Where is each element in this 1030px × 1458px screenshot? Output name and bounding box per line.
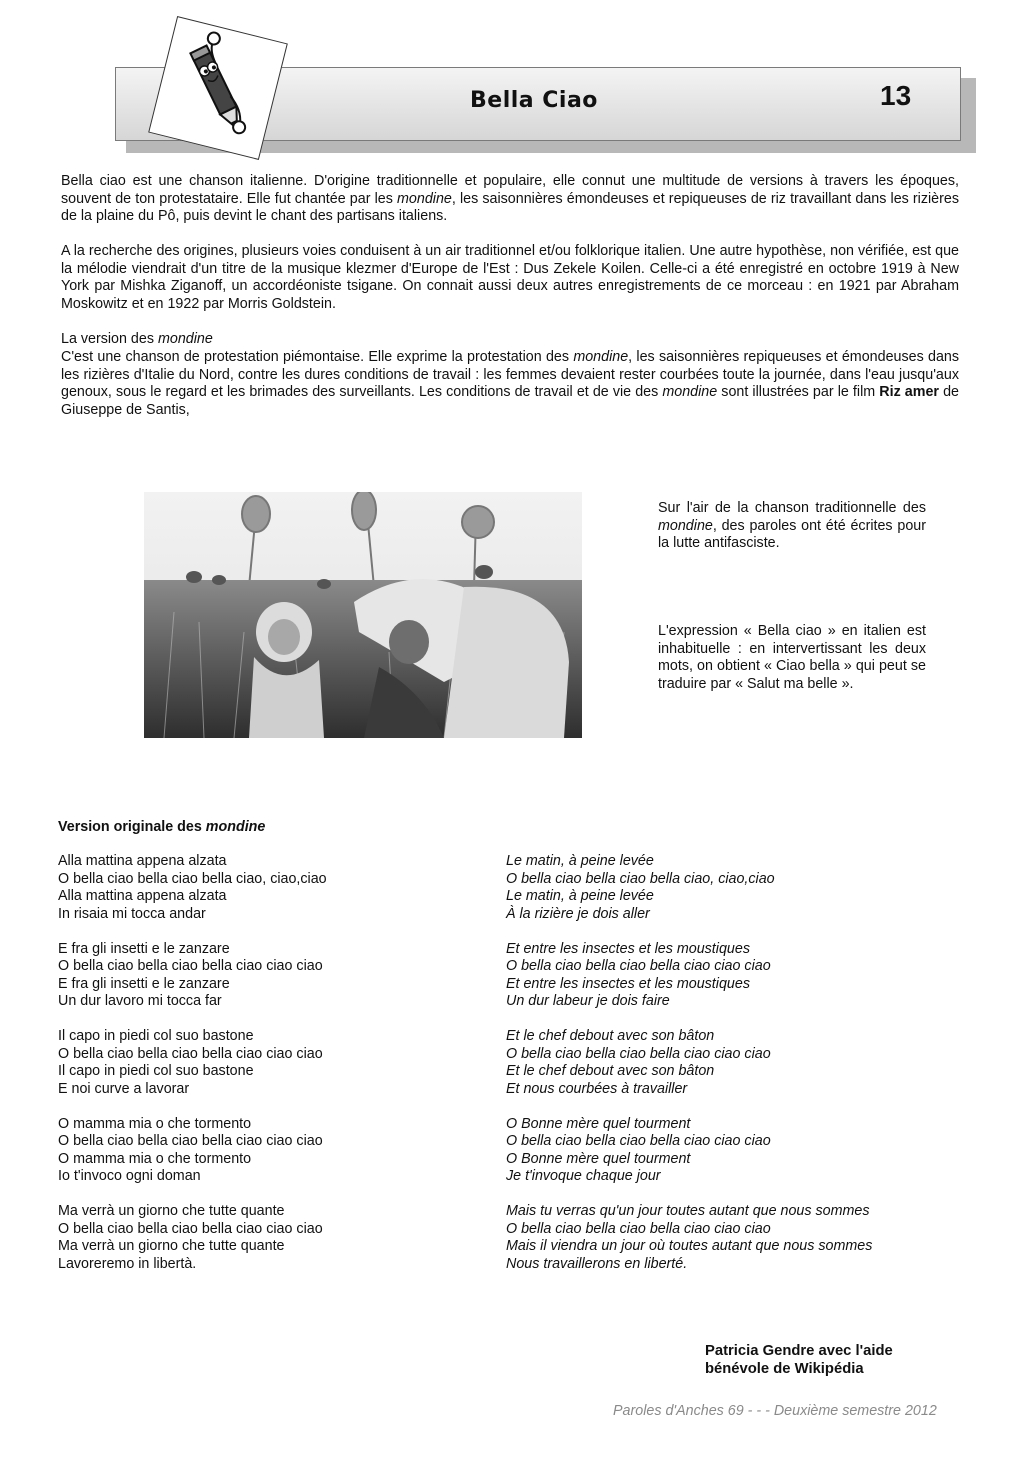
page-number: 13 — [880, 80, 912, 111]
lyric-line: Et entre les insectes et les moustiques — [506, 940, 750, 957]
lyric-line: Mais il viendra un jour où toutes autant que nous sommes — [506, 1238, 873, 1254]
lyric-line: Il capo in piedi col suo bastone — [58, 1028, 254, 1044]
lyric-line: Ma verrà un giorno che tutte quante — [58, 1203, 285, 1219]
lyric-line: O bella ciao bella ciao bella ciao ciao ciao — [58, 1133, 323, 1149]
lyric-line: O Bonne mère quel tourment — [506, 1150, 691, 1167]
page-title: Bella Ciao — [470, 88, 598, 113]
lyric-line: Io t'invoco ogni doman — [58, 1168, 201, 1184]
french-lyrics-column — [506, 853, 872, 1291]
lyric-line: In risaia mi tocca andar — [58, 905, 206, 922]
lyric-line: À la rizière je dois aller — [506, 905, 650, 922]
signature-line-2: bénévole de Wikipédia — [705, 1361, 864, 1377]
italian-lyrics-column — [58, 853, 327, 1291]
lyric-line: O bella ciao bella ciao bella ciao ciao ciao — [58, 1220, 323, 1237]
french-stanza — [506, 853, 872, 923]
lyric-line: O bella ciao bella ciao bella ciao ciao ciao — [506, 1045, 771, 1062]
lyric-line: O bella ciao bella ciao bella ciao ciao ciao — [58, 958, 323, 974]
lyric-line: Ma verrà un giorno che tutte quante — [58, 1238, 285, 1254]
lyric-line: Le matin, à peine levée — [506, 888, 654, 904]
lyric-line: Et nous courbées à travailler — [506, 1080, 688, 1097]
rice-field-photo — [144, 492, 582, 738]
lyric-line: Un dur labeur je dois faire — [506, 993, 670, 1009]
lyric-line: Un dur lavoro mi tocca far — [58, 993, 222, 1009]
rice-field-workers-photo — [144, 492, 582, 738]
intro-paragraph-1: Bella ciao est une chanson italienne. D'origine traditionnelle et populaire, elle connut une multitude de versions à travers les époques, souvent de ton protestataire. Elle fut chantée par les mondine, les saisonnières émondeuses et repiqueuses de riz travaillant dans les rizières de la plaine du Pô, puis devint le chant des partisans italiens. — [61, 173, 959, 225]
author-signature — [705, 1342, 893, 1378]
french-stanza — [506, 941, 872, 1011]
lyric-line: Et le chef debout avec son bâton — [506, 1028, 715, 1044]
lyric-line: E fra gli insetti e le zanzare — [58, 940, 230, 957]
intro-paragraph-3: C'est une chanson de protestation piémontaise. Elle exprime la protestation des mondine, les saisonnières repiqueuses et émondeuses dans les rizières d'Italie du Nord, contre les dures conditions de travail : les femmes devaient rester courbées toute la journée, dans l'eau jusqu'aux genoux, sous le regard et les brimades des surveillants. Les conditions de travail et de vie des mondine sont illustrées par le film Riz amer de Giuseppe de Santis, — [61, 349, 960, 418]
french-stanza — [506, 1116, 872, 1186]
page-footer: Paroles d'Anches 69 - - - Deuxième semestre 2012 — [613, 1403, 937, 1419]
lyric-line: O bella ciao bella ciao bella ciao ciao ciao — [506, 1220, 771, 1237]
lyric-line: Alla mattina appena alzata — [58, 888, 227, 904]
lyrics-heading: Version originale des mondine — [58, 819, 266, 835]
lyric-line: O mamma mia o che tormento — [58, 1150, 252, 1167]
lyric-line: E fra gli insetti e le zanzare — [58, 975, 230, 992]
lyric-line: O Bonne mère quel tourment — [506, 1115, 691, 1132]
french-stanza — [506, 1203, 872, 1273]
lyric-line: Mais tu verras qu'un jour toutes autant que nous sommes — [506, 1203, 870, 1219]
sidebar-note-2: L'expression « Bella ciao » en italien est inhabituelle : en intervertissant les deux mots, on obtient « Ciao bella » qui peut se traduire par « Salut ma belle ». — [658, 623, 926, 692]
lyric-line: O bella ciao bella ciao bella ciao, ciao,ciao — [506, 870, 775, 887]
lyric-line: O bella ciao bella ciao bella ciao ciao ciao — [506, 1133, 771, 1149]
italian-stanza — [58, 1028, 327, 1098]
lyric-line: E noi curve a lavorar — [58, 1080, 190, 1097]
italian-stanza — [58, 1116, 327, 1186]
lyric-line: O bella ciao bella ciao bella ciao ciao ciao — [58, 1045, 323, 1062]
lyric-line: O bella ciao bella ciao bella ciao, ciao,ciao — [58, 870, 327, 887]
signature-line-1: Patricia Gendre avec l'aide — [705, 1343, 893, 1359]
italian-stanza — [58, 941, 327, 1011]
italian-stanza — [58, 853, 327, 923]
italian-stanza — [58, 1203, 327, 1273]
lyric-line: O bella ciao bella ciao bella ciao ciao ciao — [506, 958, 771, 974]
lyric-line: O mamma mia o che tormento — [58, 1115, 252, 1132]
lyric-line: Et le chef debout avec son bâton — [506, 1063, 715, 1079]
intro-paragraph-2: A la recherche des origines, plusieurs voies conduisent à un air traditionnel et/ou folklorique italien. Une autre hypothèse, non vérifiée, est que la mélodie viendrait d'un titre de la musique klezmer d'Europe de l'Est : Dus Zekele Koilen. Celle-ci a été enregistré en octobre 1919 à New York par Mishka Ziganoff, un accordéoniste tsigane. On connait aussi deux autres enregistrements de ce morceau : en 1921 par Abraham Moskowitz et en 1922 par Morris Goldstein. — [61, 243, 959, 312]
lyric-line: Je t'invoque chaque jour — [506, 1168, 661, 1184]
lyric-line: Le matin, à peine levée — [506, 853, 654, 869]
french-stanza — [506, 1028, 872, 1098]
lyric-line: Il capo in piedi col suo bastone — [58, 1063, 254, 1079]
lyric-line: Alla mattina appena alzata — [58, 853, 227, 869]
intro-paragraph-3-title: La version des mondine — [61, 331, 213, 347]
lyric-line: Nous travaillerons en liberté. — [506, 1255, 688, 1272]
lyric-line: Et entre les insectes et les moustiques — [506, 975, 750, 992]
lyric-line: Lavoreremo in libertà. — [58, 1255, 197, 1272]
sidebar-note-1: Sur l'air de la chanson traditionnelle des mondine, des paroles ont été écrites pour la lutte antifasciste. — [658, 500, 926, 552]
